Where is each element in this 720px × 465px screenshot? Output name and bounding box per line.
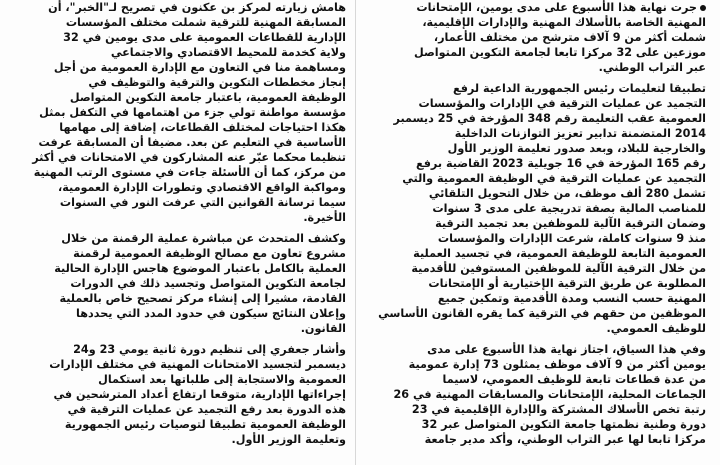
text-line <box>4 387 346 402</box>
article-paragraph <box>4 342 346 447</box>
text-line <box>4 402 346 417</box>
text-line <box>4 357 346 372</box>
line-text: المسابقة المهنية للترقية شملت مختلف المؤسسات <box>65 16 346 29</box>
line-text: العمومية عقب التعليمة رقم 348 المؤرخة في 25 ديسمبر <box>393 112 706 125</box>
line-text: الإدارية للقطاعات العمومية على مدى يومين في 32 <box>63 31 346 44</box>
line-text: القادمة، مشيرا إلى إنشاء مركز تصحيح خاص بالعملية <box>59 292 346 305</box>
line-text: الوظيفة العمومية تطبيقا لتوصيات رئيس الجمهورية <box>64 418 346 431</box>
line-text: من خلال الترقية الآلية للموظفين المستوفين للأقدمية <box>411 262 706 275</box>
text-line <box>358 216 706 231</box>
text-line <box>4 372 346 387</box>
line-text: المطلوبة عن طريق الترقية الإختيارية أو الإمتحانات <box>428 277 706 290</box>
line-text: ومواكبة الواقع الاقتصادي وتطورات الإدارة العمومية، <box>57 181 346 194</box>
text-line <box>358 342 706 357</box>
line-text: وكشف المتحدث عن مباشرة عملية الرقمنة من خلال <box>61 232 346 245</box>
text-line <box>358 201 706 216</box>
line-text: هكذا احتياجات لمختلف القطاعات، إضافة إلى مهامها <box>59 121 346 134</box>
line-text: وتعليمة الوزير الأول. <box>231 433 346 446</box>
line-text: هذه الدورة بعد رفع التجميد عن عمليات الترقية في <box>67 403 346 416</box>
line-text: وفي هذا السياق، اجتاز نهاية هذا الأسبوع على مدى <box>427 343 706 356</box>
text-line <box>4 135 346 150</box>
text-line <box>4 195 346 210</box>
text-line <box>358 60 706 75</box>
text-line <box>4 15 346 30</box>
text-line <box>358 126 706 141</box>
line-text: والخارجية للبلاد، وبعد صدور تعليمة الوزير الأول <box>447 142 706 155</box>
text-line <box>4 45 346 60</box>
article-left-column <box>4 0 346 465</box>
line-text: التجميد عن عمليات الترقية في الوظيفة العمومية والتي <box>402 172 706 185</box>
line-text: المهنية الخاصة بالأسلاك المهنية والإدارات الإقليمية، <box>422 16 706 29</box>
line-text: إنجاز مخططات التكوين والترقية والتوظيف في <box>88 76 346 89</box>
article-right-column <box>358 0 706 465</box>
line-text: 2014 المتضمنة تدابير تعزيز التوازنات الداخلية <box>454 127 706 140</box>
text-line <box>358 387 706 402</box>
line-text: ومساهمة منا في التعاون مع الإدارة العمومية من أجل <box>53 61 346 74</box>
line-text: الجماعات المحلية، الإمتحانات والمسابقات المهنية في 26 <box>393 388 706 401</box>
line-text: القانون. <box>300 322 346 335</box>
text-line <box>4 30 346 45</box>
text-line <box>4 321 346 336</box>
line-text: العمومية والاستجابة إلى طلباتها بعد استكمال <box>98 373 346 386</box>
line-text: من عدة قطاعات تابعة للوظيف العمومي، لاسيما <box>442 373 706 386</box>
text-line <box>4 306 346 321</box>
text-line <box>358 246 706 261</box>
text-line <box>358 432 706 447</box>
text-line <box>4 342 346 357</box>
text-line <box>358 276 706 291</box>
line-text: موزعين على 32 مركزا تابعا لجامعة التكوين المتواصل <box>414 46 706 59</box>
text-line <box>4 417 346 432</box>
bullet-icon <box>700 5 706 11</box>
line-text: الموظفين من حقهم في الترقية كما يقره القانون الأساسي <box>378 307 706 320</box>
line-text: وإعلان النتائج سيكون في حدود المدد التي يحددها <box>76 307 346 320</box>
line-text: عبر التراب الوطني. <box>598 61 706 74</box>
text-line <box>358 171 706 186</box>
text-line <box>4 75 346 90</box>
line-text: تنظيما محكما عبّر عنه المشاركون في الامتحانات في أكثر <box>32 151 346 164</box>
text-line <box>4 150 346 165</box>
text-line <box>358 357 706 372</box>
line-text: ولاية كخدمة للمحيط الاقتصادي والاجتماعي <box>110 46 346 59</box>
text-line <box>358 141 706 156</box>
line-text: وأشار جعفري إلى تنظيم دورة ثانية يومي 23 و24 <box>73 343 346 356</box>
text-line <box>4 432 346 447</box>
line-text: الوظيفة العمومية، باعتبار جامعة التكوين المتواصل <box>69 91 346 104</box>
text-line <box>358 261 706 276</box>
line-text: مشروع تعاون مع مصالح الوظيفة العمومية لرقمنة <box>73 247 346 260</box>
text-line <box>358 156 706 171</box>
line-text: لجامعة التكوين المتواصل وتجسيد ذلك في الدورات <box>70 277 346 290</box>
line-text: شملت أكثر من 9 آلاف مترشح من مختلف الأعمار، <box>433 31 706 44</box>
text-line <box>4 120 346 135</box>
text-line <box>358 81 706 96</box>
text-line <box>4 210 346 225</box>
line-text: إجراءاتها الإدارية، متوقعا ارتفاع أعداد المترشحين في <box>53 388 346 401</box>
line-text: العمومية التابعة للوظيفة العمومية، في تجسيد العملية <box>413 247 706 260</box>
line-text: تشمل 280 ألف موظف، من خلال التحويل التلقائي <box>428 187 706 200</box>
line-text: ديسمبر لتجسيد الامتحانات المهنية في مختلف الإدارات <box>49 358 346 371</box>
article-paragraph <box>358 81 706 336</box>
line-text: جرت نهاية هذا الأسبوع على مدى يومين، الإمتحانات <box>416 1 697 14</box>
text-line <box>358 372 706 387</box>
line-text: تطبيقا لتعليمات رئيس الجمهورية الداعية لرفع <box>452 82 706 95</box>
line-text: العملية بالكامل باعتبار الموضوع هاجس الإدارة الحالية <box>54 262 346 275</box>
article-paragraph <box>358 342 706 447</box>
text-line <box>358 417 706 432</box>
line-text: الأخيرة. <box>303 211 346 224</box>
line-text: مؤسسة مواطنة تولي جزء من اهتمامها في التكفل بمثل <box>39 106 346 119</box>
line-text: للمناصب المالية بصفة تدريجية على مدى 3 سنوات <box>432 202 706 215</box>
text-line <box>4 180 346 195</box>
line-text: التجميد عن عمليات الترقية في الإدارات والمؤسسات <box>418 97 706 110</box>
article-paragraph <box>358 0 706 75</box>
text-line <box>358 111 706 126</box>
line-text: سيما ترسانة القوانين التي عرفت النور في السنوات <box>59 196 346 209</box>
text-line <box>4 105 346 120</box>
text-line <box>358 30 706 45</box>
line-text: من مركز، كما أن الأسئلة جاءت في مستوى الرتب المهنية <box>33 166 346 179</box>
text-line <box>358 291 706 306</box>
text-line <box>4 231 346 246</box>
line-text: رتبة تخص الأسلاك المشتركة والإدارة الإقليمية في 23 <box>411 403 706 416</box>
text-line <box>358 231 706 246</box>
line-text: رقم 165 المؤرخة في 16 جويلية 2023 القاضية برفع <box>415 157 706 170</box>
text-line <box>358 15 706 30</box>
line-text: الأساسية في التعليم عن بعد. مضيفا أن المسابقة عرفت <box>38 136 346 149</box>
text-line <box>4 60 346 75</box>
column-divider <box>355 0 356 465</box>
article-paragraph <box>4 231 346 336</box>
text-line <box>4 291 346 306</box>
text-line <box>4 246 346 261</box>
text-line <box>358 186 706 201</box>
article-paragraph <box>4 0 346 225</box>
line-text: منذ 9 سنوات كاملة، شرعت الإدارات والمؤسسات <box>437 232 706 245</box>
text-line <box>358 0 706 15</box>
text-line <box>4 261 346 276</box>
line-text: للوظيف العمومي. <box>606 322 706 335</box>
line-text: مركزا تابعا لها عبر التراب الوطني، وأكد مدير جامعة <box>424 433 706 446</box>
text-line <box>358 96 706 111</box>
text-line <box>358 45 706 60</box>
line-text: وضمان الترقية الآلية للموظفين بعد تجميد الترقية <box>435 217 706 230</box>
text-line <box>358 402 706 417</box>
text-line <box>358 321 706 336</box>
line-text: دورة وطنية نظمتها جامعة التكوين المتواصل عبر 32 <box>421 418 706 431</box>
text-line <box>4 0 346 15</box>
text-line <box>4 90 346 105</box>
line-text: المهنية حسب النسب ومدة الأقدمية وتمكين جميع <box>437 292 706 305</box>
line-text: يومين أكثر من 9 آلاف موظف يمثلون 73 إدارة عمومية <box>408 358 706 371</box>
text-line <box>4 165 346 180</box>
text-line <box>358 306 706 321</box>
text-line <box>4 276 346 291</box>
line-text: هامش زيارته لمركز بن عكنون في تصريح لـ"الخبر"، أن <box>48 1 346 14</box>
